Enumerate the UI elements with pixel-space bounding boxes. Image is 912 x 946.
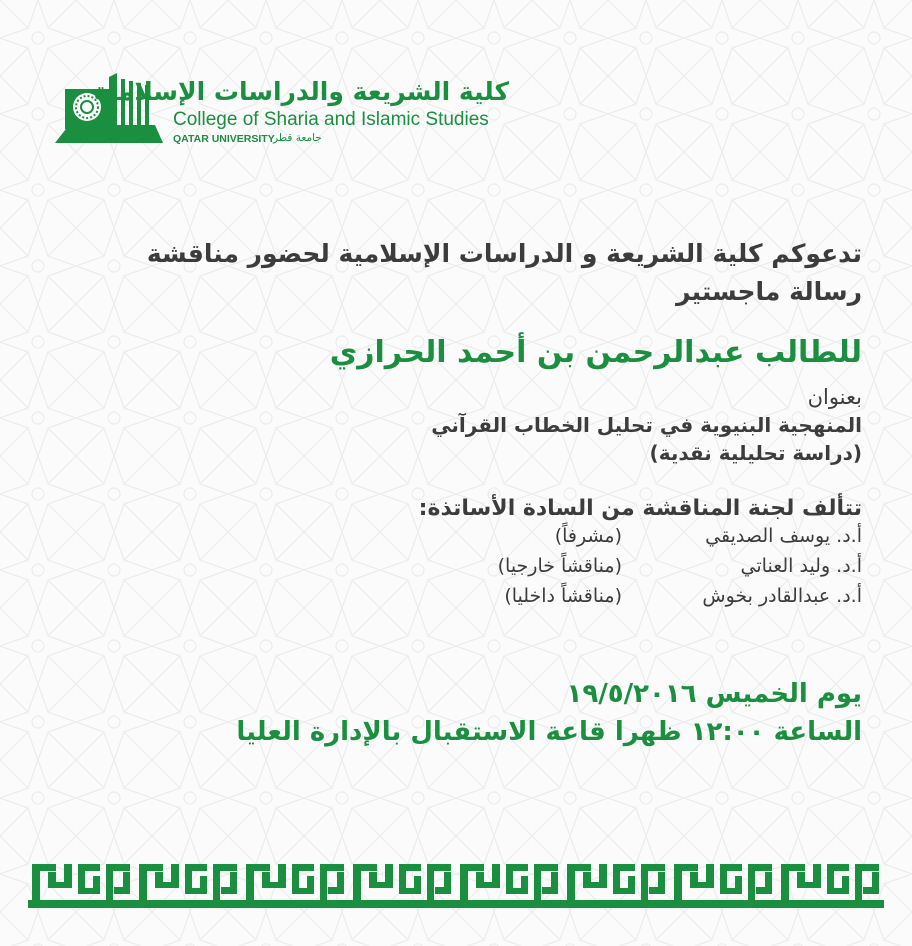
university-name-english: QATAR UNIVERSITY xyxy=(173,133,275,145)
invitation-line-1: تدعوكم كلية الشريعة و الدراسات الإسلامية لحضور مناقشة xyxy=(146,239,862,268)
thesis-subtitle: (دراسة تحليلية نقدية) xyxy=(649,441,862,465)
college-name-arabic: كلية الشريعة والدراسات الإسلامية xyxy=(93,77,509,106)
member-name: أ.د. عبدالقادر بخوش xyxy=(702,585,862,607)
student-name: للطالب عبدالرحمن بن أحمد الحرازي xyxy=(329,335,862,370)
member-role: (مناقشاً داخليا) xyxy=(504,585,622,607)
university-name-arabic: جامعة قطر xyxy=(273,132,322,144)
committee-member xyxy=(102,525,862,555)
defense-date: يوم الخميس ١٩/٥/٢٠١٦ xyxy=(566,679,862,709)
member-role: (مناقشاً خارجيا) xyxy=(497,555,622,577)
committee-member xyxy=(102,555,862,585)
invitation-body xyxy=(102,235,862,751)
college-logo xyxy=(55,73,515,153)
member-name: أ.د. يوسف الصديقي xyxy=(705,525,862,547)
thesis-label: بعنوان xyxy=(807,385,862,409)
thesis-title: المنهجية البنيوية في تحليل الخطاب القرآني xyxy=(431,413,862,437)
committee-member xyxy=(102,585,862,615)
kufic-footer-band xyxy=(28,858,884,908)
invitation-line-2: رسالة ماجستير xyxy=(676,277,862,306)
defense-time-location: الساعة ١٢:٠٠ ظهرا قاعة الاستقبال بالإدارة العليا xyxy=(236,717,862,747)
committee-heading: تتألف لجنة المناقشة من السادة الأساتذة: xyxy=(418,496,862,521)
college-name-english: College of Sharia and Islamic Studies xyxy=(173,109,489,130)
member-name: أ.د. وليد العناتي xyxy=(740,555,862,577)
member-role: (مشرفاً) xyxy=(554,525,622,547)
